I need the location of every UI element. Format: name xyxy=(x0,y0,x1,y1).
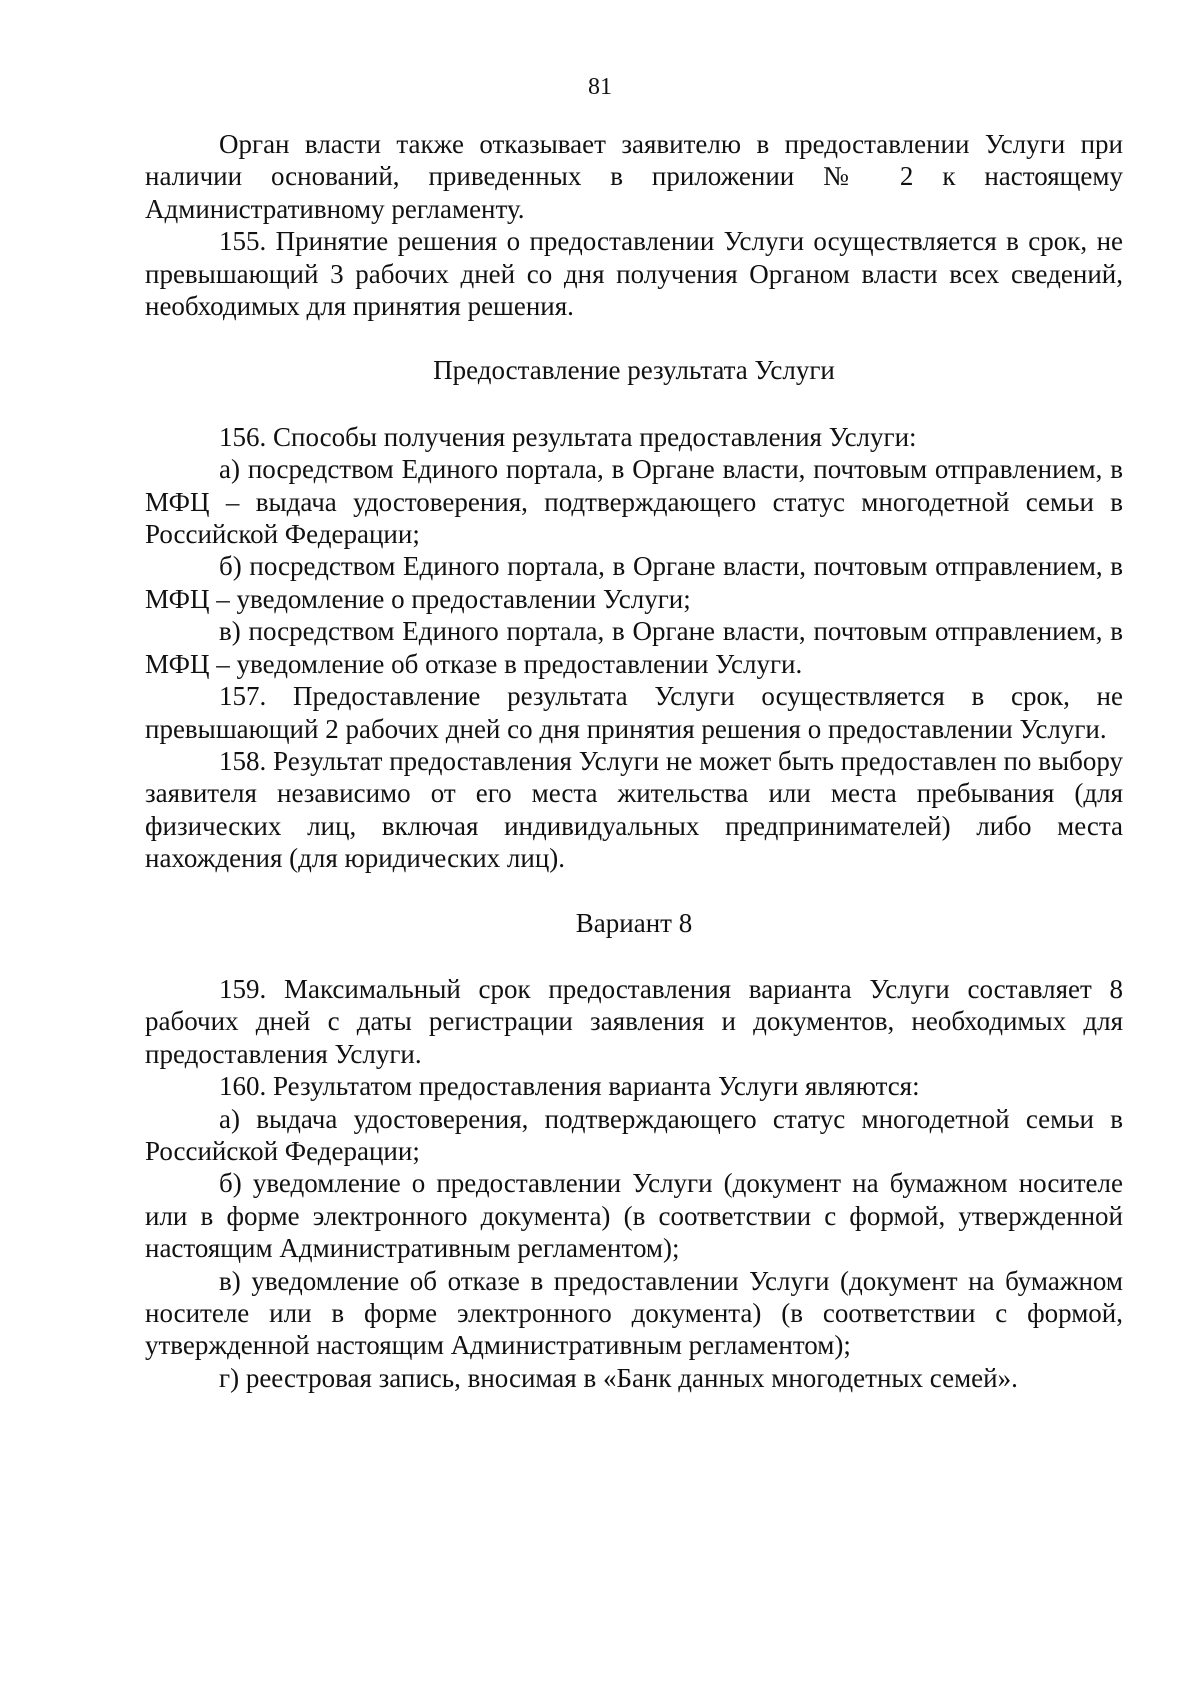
paragraph-156: 156. Способы получения результата предоставления Услуги: xyxy=(219,421,917,452)
paragraph-157: 157. Предоставление результата Услуги осуществляется в срок, не превышающий 2 рабочих дней со дня принятия решения о предоставлении Услуги. xyxy=(145,681,1123,744)
paragraph-158: 158. Результат предоставления Услуги не может быть предоставлен по выбору заявителя независимо от его места жительства или места пребывания (для физических лиц, включая индивидуальных предпринимателей) либо места нахождения (для юридических лиц). xyxy=(145,745,1123,874)
paragraph-155: 155. Принятие решения о предоставлении Услуги осуществляется в срок, не превышающий 3 рабочих дней со дня получения Органом власти всех сведений, необходимых для принятия решения. xyxy=(145,226,1123,322)
section-heading-result: Предоставление результата Услуги xyxy=(433,355,835,386)
paragraph-156-b: б) посредством Единого портала, в Органе власти, почтовым отправлением, в МФЦ – уведомление о предоставлении Услуги; xyxy=(145,551,1123,614)
paragraph-159: 159. Максимальный срок предоставления варианта Услуги составляет 8 рабочих дней с даты регистрации заявления и документов, необходимых для предоставления Услуги. xyxy=(145,973,1123,1069)
section-heading-variant-8: Вариант 8 xyxy=(575,907,693,938)
document-body xyxy=(145,128,1123,1394)
page-number: 81 xyxy=(588,74,612,100)
paragraph-160-v: в) уведомление об отказе в предоставлении Услуги (документ на бумажном носителе или в форме электронного документа) (в соответствии с формой, утвержденной настоящим Административным регламентом); xyxy=(145,1265,1123,1361)
paragraph-160: 160. Результатом предоставления варианта Услуги являются: xyxy=(219,1071,920,1102)
paragraph-156-v: в) посредством Единого портала, в Органе власти, почтовым отправлением, в МФЦ – уведомление об отказе в предоставлении Услуги. xyxy=(145,616,1123,679)
paragraph-156-a: а) посредством Единого портала, в Органе власти, почтовым отправлением, в МФЦ – выдача удостоверения, подтверждающего статус многодетной семьи в Российской Федерации; xyxy=(145,454,1123,550)
paragraph-160-g: г) реестровая запись, вносимая в «Банк данных многодетных семей». xyxy=(219,1362,1018,1393)
paragraph-refusal-grounds: Орган власти также отказывает заявителю в предоставлении Услуги при наличии оснований, приведенных в приложении № 2 к настоящему Административному регламенту. xyxy=(145,129,1123,224)
paragraph-160-a: а) выдача удостоверения, подтверждающего статус многодетной семьи в Российской Федерации; xyxy=(145,1103,1123,1166)
paragraph-160-b: б) уведомление о предоставлении Услуги (документ на бумажном носителе или в форме электронного документа) (в соответствии с формой, утвержденной настоящим Административным регламентом); xyxy=(145,1168,1123,1264)
